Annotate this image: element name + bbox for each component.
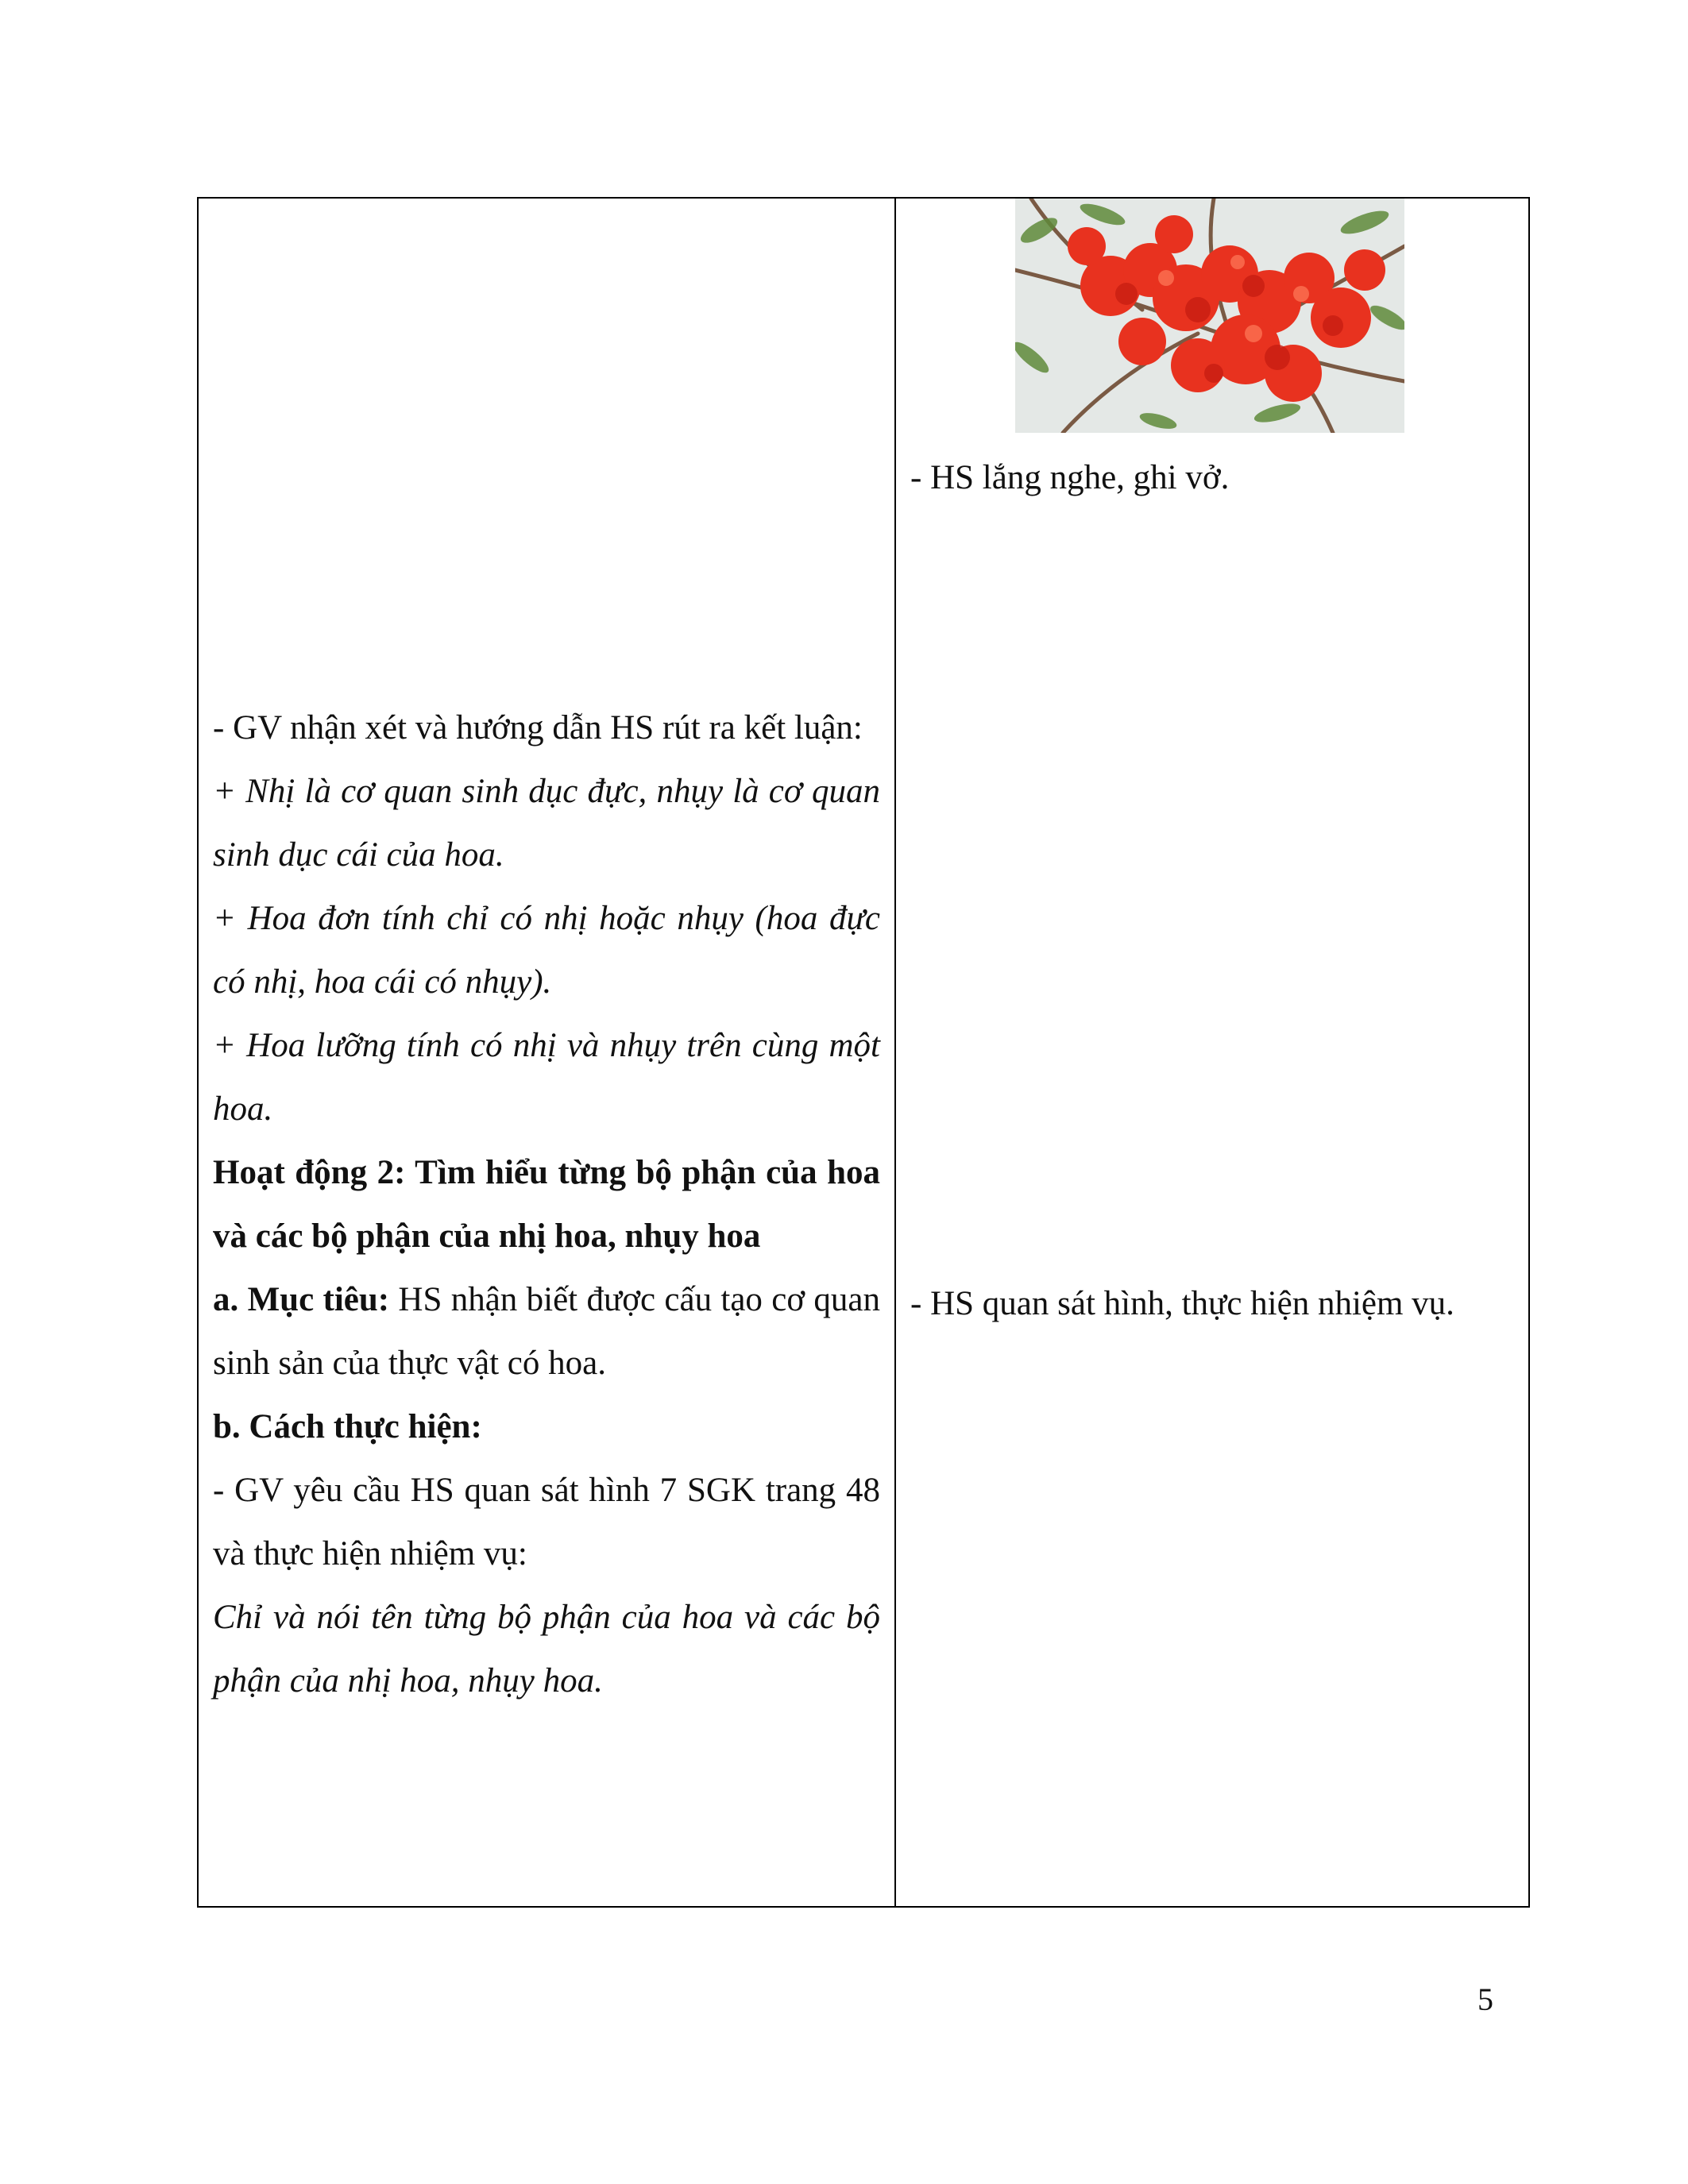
conclusion-bisexual-flower: + Hoa lưỡng tính có nhị và nhụy trên cùng một hoa.: [213, 1027, 880, 1128]
flame-tree-image: [1015, 199, 1404, 433]
student-observe-text: - HS quan sát hình, thực hiện nhiệm vụ.: [910, 1285, 1454, 1322]
conclusion-stamen-pistil: + Nhị là cơ quan sinh dục đực, nhụy là cơ quan sinh dục cái của hoa.: [213, 773, 880, 874]
student-listen-text: - HS lắng nghe, ghi vở.: [910, 459, 1230, 496]
teacher-instruction: - GV yêu cầu HS quan sát hình 7 SGK trang 48 và thực hiện nhiệm vụ:: [213, 1472, 880, 1572]
objective-text: HS nhận biết được cấu tạo cơ quan sinh sản của thực vật có hoa.: [213, 1281, 881, 1382]
conclusion-unisexual-flower: + Hoa đơn tính chỉ có nhị hoặc nhụy (hoa đực có nhị, hoa cái có nhụy).: [213, 900, 880, 1001]
teacher-comment: - GV nhận xét và hướng dẫn HS rút ra kết luận:: [213, 709, 863, 747]
student-activity-cell: [895, 198, 1529, 1907]
activity-2-heading: Hoạt động 2: Tìm hiểu từng bộ phận của hoa và các bộ phận của nhị hoa, nhụy hoa: [213, 1154, 880, 1255]
lesson-table: [197, 197, 1530, 1908]
objective-label: a. Mục tiêu:: [213, 1281, 390, 1318]
table-row: [198, 198, 1529, 1907]
method-heading: b. Cách thực hiện:: [213, 1408, 482, 1445]
page-number: 5: [1477, 1981, 1493, 2017]
teacher-activity-cell: [198, 198, 895, 1907]
flame-tree-photo: [1015, 199, 1404, 433]
objective-paragraph: [213, 1268, 880, 1395]
teacher-activity-text: [213, 696, 880, 1713]
task-text: Chỉ và nói tên từng bộ phận của hoa và các bộ phận của nhị hoa, nhụy hoa.: [213, 1599, 880, 1700]
